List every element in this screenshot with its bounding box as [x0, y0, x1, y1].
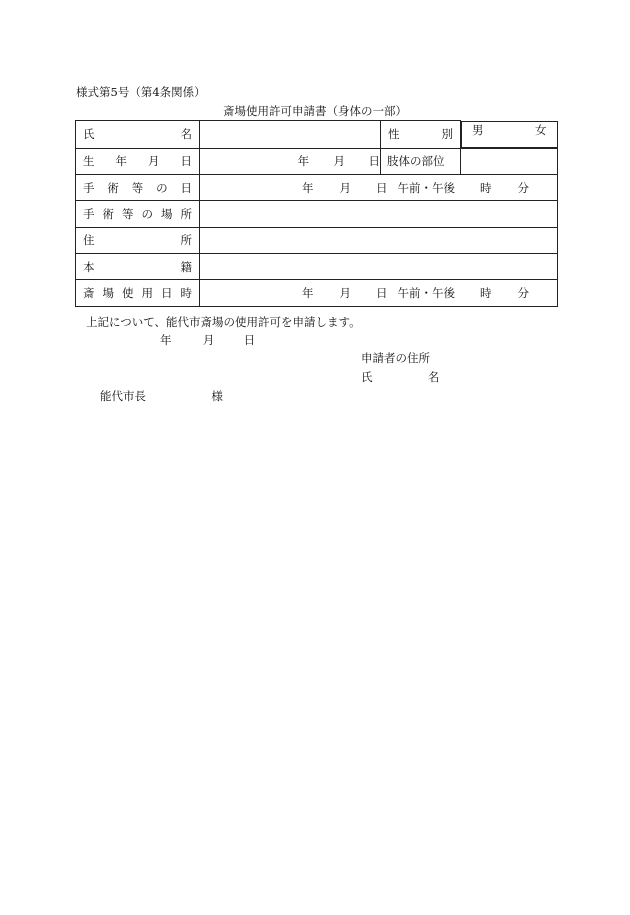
row-use-datetime: [76, 280, 558, 306]
address-label-1: 住: [83, 233, 95, 248]
use-ampm: 午前・午後: [397, 285, 455, 300]
surgery-ampm: 午前・午後: [397, 180, 455, 195]
surgery-day-unit: 日: [376, 180, 388, 195]
document-title: 斎場使用許可申請書（身体の一部）: [223, 104, 407, 118]
body-part-field[interactable]: [461, 148, 558, 174]
use-datetime-label-cell: [76, 280, 200, 306]
addressee: [100, 388, 223, 404]
use-label-3: 使: [122, 285, 134, 300]
use-label-1: 斎: [83, 285, 95, 300]
use-day-unit: 日: [376, 285, 388, 300]
surgery-minute-unit: 分: [517, 180, 529, 195]
application-year-unit: 年: [160, 333, 172, 347]
application-form-table: [75, 120, 558, 307]
application-month-unit: 月: [202, 333, 215, 347]
domicile-label-cell: [76, 253, 200, 279]
use-label-2: 場: [102, 285, 114, 300]
surgery-date-label-3: 等: [131, 180, 144, 195]
sex-option-female[interactable]: 女: [535, 122, 547, 137]
birth-date-field[interactable]: [200, 148, 381, 174]
row-surgery-place: [76, 201, 558, 227]
name-label-1: 氏: [83, 127, 95, 142]
application-notice: 上記について、能代市斎場の使用許可を申請します。: [86, 315, 361, 329]
use-year-unit: 年: [302, 285, 314, 300]
name-label-2: 名: [180, 127, 192, 142]
birth-label-2: 年: [115, 154, 127, 169]
use-minute-unit: 分: [517, 285, 529, 300]
use-label-6: 時: [180, 285, 192, 300]
applicant-name-label-1: 氏: [361, 370, 373, 384]
surgery-place-field[interactable]: [200, 201, 558, 227]
domicile-label-1: 本: [83, 259, 95, 274]
birth-label-cell: [76, 148, 200, 174]
sex-option-male[interactable]: 男: [472, 122, 484, 137]
sex-options[interactable]: [461, 121, 558, 148]
birth-label-3: 月: [148, 154, 160, 169]
addressee-name: 能代市長: [100, 389, 146, 403]
birth-label-1: 生: [83, 154, 95, 169]
birth-day-unit: 日: [368, 154, 380, 169]
surgery-date-field[interactable]: [200, 175, 558, 201]
surgery-hour-unit: 時: [480, 180, 492, 195]
sex-label-cell: [381, 121, 461, 149]
birth-year-unit: 年: [297, 154, 310, 169]
surgery-month-unit: 月: [339, 180, 351, 195]
surgery-place-label-5: 場: [161, 207, 173, 222]
birth-month-unit: 月: [333, 154, 346, 169]
surgery-date-label-4: の: [156, 180, 168, 195]
surgery-year-unit: 年: [302, 180, 314, 195]
body-part-label: 肢体の部位: [381, 148, 461, 174]
use-label-5: 日: [161, 285, 173, 300]
address-label-2: 所: [180, 233, 192, 248]
domicile-label-2: 籍: [180, 259, 192, 274]
surgery-place-label-cell: [76, 201, 200, 227]
applicant-name-label-2: 名: [427, 370, 440, 384]
address-label-cell: [76, 227, 200, 253]
surgery-date-label-2: 術: [107, 180, 119, 195]
surgery-place-label-6: 所: [180, 207, 192, 222]
surgery-place-label-1: 手: [83, 207, 95, 222]
surgery-place-label-2: 術: [102, 207, 114, 222]
surgery-place-label-4: の: [141, 207, 153, 222]
applicant-name-label: [361, 369, 439, 385]
domicile-field[interactable]: [200, 253, 558, 279]
sex-label-2: 別: [441, 127, 453, 142]
row-birth: [76, 148, 558, 174]
application-date[interactable]: [160, 332, 255, 348]
use-month-unit: 月: [339, 285, 351, 300]
form-number: 様式第5号（第4条関係）: [76, 85, 206, 99]
use-label-4: 用: [141, 285, 153, 300]
surgery-date-label-5: 日: [180, 180, 192, 195]
row-name: [76, 121, 558, 149]
birth-label-4: 日: [180, 154, 192, 169]
use-hour-unit: 時: [480, 285, 492, 300]
name-field[interactable]: [200, 121, 381, 149]
surgery-date-label-1: 手: [83, 180, 95, 195]
surgery-date-label-cell: [76, 175, 200, 201]
addressee-honorific: 様: [211, 389, 223, 403]
row-domicile: [76, 253, 558, 279]
row-surgery-date: [76, 175, 558, 201]
application-day-unit: 日: [243, 333, 256, 347]
applicant-address-label: 申請者の住所: [361, 351, 430, 365]
address-field[interactable]: [200, 227, 558, 253]
sex-label-1: 性: [388, 127, 400, 142]
name-label-cell: [76, 121, 200, 149]
use-datetime-field[interactable]: [200, 280, 558, 306]
surgery-place-label-3: 等: [122, 207, 134, 222]
row-address: [76, 227, 558, 253]
